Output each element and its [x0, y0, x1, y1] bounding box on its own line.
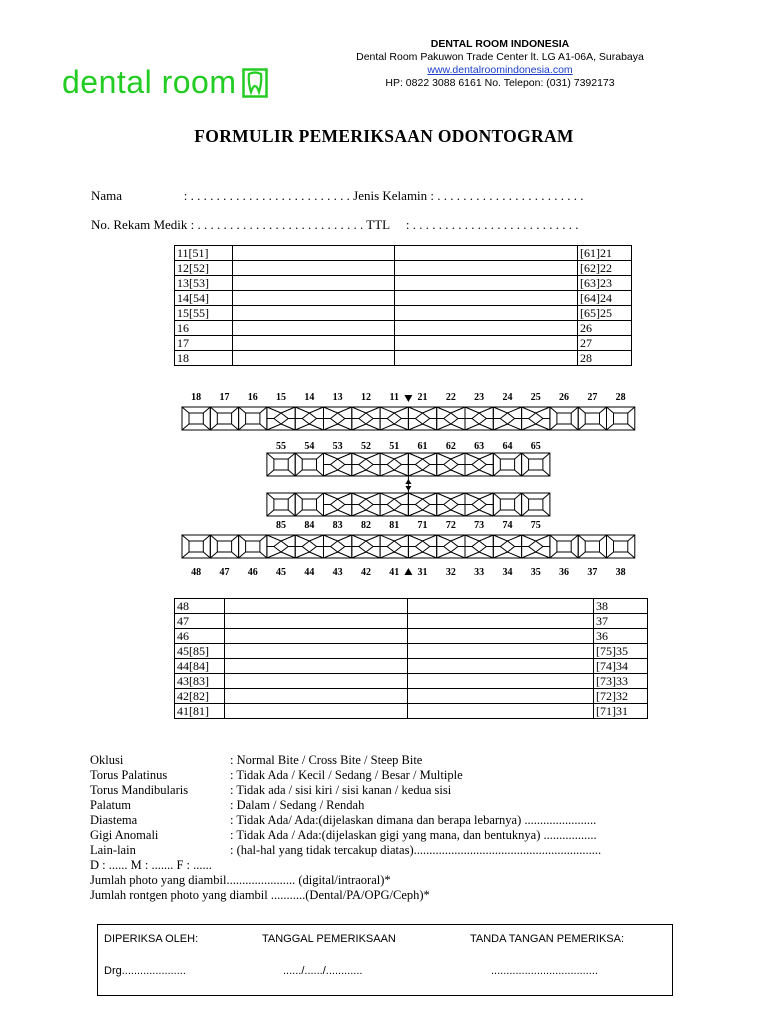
tooth-number-cell: [65]25 [578, 306, 632, 321]
examiner-heading: DIPERIKSA OLEH: [104, 933, 199, 945]
tooth-number-cell: 41[81] [175, 704, 225, 719]
tooth-diagram[interactable] [182, 535, 210, 558]
clinic-header [320, 38, 680, 90]
table-row [175, 644, 648, 659]
clinic-logo [62, 64, 268, 101]
tooth-note-cell[interactable] [394, 351, 578, 366]
exam-item[interactable] [90, 753, 601, 768]
tooth-note-cell[interactable] [224, 599, 408, 614]
tooth-diagram[interactable] [352, 535, 380, 558]
tooth-number-label: 38 [615, 567, 626, 578]
tooth-number-label: 51 [389, 441, 400, 452]
tooth-diagram[interactable] [295, 407, 323, 430]
tooth-number-label: 23 [474, 392, 485, 403]
exam-options: : Dalam / Sedang / Rendah [230, 798, 365, 812]
tooth-note-cell[interactable] [232, 291, 394, 306]
exam-item[interactable] [90, 843, 601, 858]
exam-options: : Tidak Ada / Kecil / Sedang / Besar / Multiple [230, 768, 463, 782]
patient-name-line[interactable]: Nama : . . . . . . . . . . . . . . . . . . . . . . . . . Jenis Kelamin : . . . . . . . . . . . . . . . . . . . . . . . [91, 188, 584, 203]
tooth-number-cell: 17 [175, 336, 233, 351]
tooth-diagram[interactable] [352, 493, 380, 516]
tooth-number-label: 48 [191, 567, 202, 578]
tooth-number-label: 44 [304, 567, 315, 578]
exam-label: Diastema [90, 813, 138, 827]
tooth-number-label: 65 [530, 441, 541, 452]
tooth-number-cell: 43[83] [175, 674, 225, 689]
tooth-number-label: 74 [502, 520, 513, 531]
tooth-number-cell: 38 [594, 599, 648, 614]
tooth-number-label: 28 [615, 392, 626, 403]
tooth-number-cell: [72]32 [594, 689, 648, 704]
tooth-note-cell[interactable] [232, 261, 394, 276]
tooth-number-label: 71 [417, 520, 428, 531]
tooth-number-label: 63 [474, 441, 485, 452]
signature-field[interactable]: ................................... [491, 965, 598, 977]
clinic-name: DENTAL ROOM INDONESIA [430, 38, 570, 50]
tooth-diagram[interactable] [380, 407, 408, 430]
table-row [175, 659, 648, 674]
tooth-diagram[interactable] [437, 535, 465, 558]
tooth-number-label: 26 [559, 392, 570, 403]
tooth-diagram[interactable] [352, 407, 380, 430]
tooth-note-cell[interactable] [394, 246, 578, 261]
odontogram-chart [170, 385, 640, 580]
exam-item[interactable] [90, 828, 601, 843]
lower-teeth-table [174, 598, 648, 719]
tooth-note-cell[interactable] [232, 246, 394, 261]
tooth-diagram[interactable] [437, 493, 465, 516]
tooth-number-label: 54 [304, 441, 315, 452]
exam-date-field[interactable]: ....../....../............ [283, 965, 363, 977]
tooth-number-label: 21 [417, 392, 428, 403]
tooth-diagram[interactable] [607, 407, 635, 430]
tooth-diagram[interactable] [408, 493, 436, 516]
tooth-diagram[interactable] [493, 407, 521, 430]
tooth-note-cell[interactable] [408, 629, 594, 644]
tooth-number-label: 64 [502, 441, 513, 452]
tooth-diagram[interactable] [408, 407, 436, 430]
exam-item[interactable] [90, 798, 601, 813]
midline-down-small-arrow [405, 486, 411, 491]
tooth-number-label: 12 [360, 392, 371, 403]
tooth-note-cell[interactable] [232, 351, 394, 366]
tooth-number-label: 36 [559, 567, 570, 578]
tooth-note-cell[interactable] [224, 659, 408, 674]
tooth-number-label: 24 [502, 392, 513, 403]
tooth-note-cell[interactable] [224, 644, 408, 659]
clinic-contact: HP: 0822 3088 6161 No. Telepon: (031) 7392173 [385, 77, 615, 89]
table-row [175, 261, 632, 276]
tooth-diagram[interactable] [493, 535, 521, 558]
tooth-number-label: 13 [332, 392, 343, 403]
tooth-note-cell[interactable] [408, 689, 594, 704]
exam-list [90, 753, 601, 858]
tooth-number-label: 75 [530, 520, 541, 531]
tooth-note-cell[interactable] [408, 704, 594, 719]
table-row [175, 351, 632, 366]
tooth-number-cell: 27 [578, 336, 632, 351]
tooth-number-label: 62 [445, 441, 456, 452]
tooth-number-label: 34 [502, 567, 513, 578]
tooth-diagram[interactable] [408, 453, 436, 476]
exam-label: Gigi Anomali [90, 828, 159, 842]
tooth-number-label: 11 [389, 392, 399, 403]
tooth-diagram[interactable] [210, 407, 238, 430]
tooth-number-cell: 47 [175, 614, 225, 629]
tooth-number-cell: 44[84] [175, 659, 225, 674]
tooth-note-cell[interactable] [408, 644, 594, 659]
table-row [175, 614, 648, 629]
tooth-number-cell: [61]21 [578, 246, 632, 261]
tooth-number-label: 41 [389, 567, 400, 578]
tooth-number-cell: [71]31 [594, 704, 648, 719]
tooth-diagram[interactable] [324, 493, 352, 516]
tooth-diagram[interactable] [522, 535, 550, 558]
tooth-number-label: 14 [304, 392, 315, 403]
tooth-number-label: 33 [474, 567, 485, 578]
tooth-diagram[interactable] [578, 535, 606, 558]
tooth-number-label: 18 [191, 392, 202, 403]
exam-options: : Normal Bite / Cross Bite / Steep Bite [230, 753, 423, 767]
tooth-diagram[interactable] [295, 453, 323, 476]
tooth-number-label: 82 [360, 520, 371, 531]
tooth-diagram[interactable] [550, 535, 578, 558]
tooth-note-cell[interactable] [408, 659, 594, 674]
tooth-diagram[interactable] [352, 453, 380, 476]
tooth-diagram[interactable] [267, 535, 295, 558]
tooth-note-cell[interactable] [232, 336, 394, 351]
table-row [175, 246, 632, 261]
exam-options: : Tidak Ada / Ada:(dijelaskan gigi yang mana, dan bentuknya) ................. [230, 828, 597, 842]
tooth-note-cell[interactable] [408, 599, 594, 614]
tooth-diagram[interactable] [239, 407, 267, 430]
tooth-note-cell[interactable] [394, 336, 578, 351]
clinic-address: Dental Room Pakuwon Trade Center lt. LG A1-06A, Surabaya [356, 51, 644, 63]
exam-label: Oklusi [90, 753, 124, 767]
tooth-note-cell[interactable] [224, 614, 408, 629]
tooth-number-cell: [62]22 [578, 261, 632, 276]
tooth-number-label: 43 [332, 567, 343, 578]
tooth-diagram[interactable] [267, 453, 295, 476]
tooth-diagram[interactable] [522, 453, 550, 476]
exam-options: : (hal-hal yang tidak tercakup diatas)............................................................ [230, 843, 602, 857]
tooth-note-cell[interactable] [224, 629, 408, 644]
tooth-diagram[interactable] [465, 407, 493, 430]
tooth-number-label: 45 [276, 567, 287, 578]
tooth-diagram[interactable] [578, 407, 606, 430]
tooth-number-cell: 28 [578, 351, 632, 366]
tooth-number-cell: 36 [594, 629, 648, 644]
extra-line[interactable]: Jumlah rontgen photo yang diambil ...........(Dental/PA/OPG/Ceph)* [90, 888, 430, 902]
tooth-logo-icon [242, 68, 268, 98]
tooth-diagram[interactable] [324, 535, 352, 558]
midline-down-arrow [404, 395, 412, 402]
tooth-note-cell[interactable] [232, 306, 394, 321]
tooth-number-label: 55 [276, 441, 287, 452]
tooth-number-cell: [63]23 [578, 276, 632, 291]
exam-label: Torus Mandibularis [90, 783, 189, 797]
extra-line[interactable]: D : ...... M : ....... F : ...... [90, 858, 212, 872]
tooth-number-cell: 16 [175, 321, 233, 336]
table-row [175, 321, 632, 336]
tooth-number-label: 17 [219, 392, 230, 403]
tooth-note-cell[interactable] [394, 276, 578, 291]
tooth-number-label: 32 [445, 567, 456, 578]
tooth-diagram[interactable] [239, 535, 267, 558]
tooth-number-cell: [75]35 [594, 644, 648, 659]
signature-heading: TANDA TANGAN PEMERIKSA: [470, 933, 625, 945]
tooth-number-cell: 11[51] [175, 246, 233, 261]
extra-line[interactable]: Jumlah photo yang diambil...................... (digital/intraoral)* [90, 873, 391, 887]
exam-item[interactable] [90, 813, 601, 828]
form-title: FORMULIR PEMERIKSAAN ODONTOGRAM [194, 126, 574, 146]
tooth-note-cell[interactable] [394, 321, 578, 336]
tooth-diagram[interactable] [493, 493, 521, 516]
tooth-diagram[interactable] [522, 407, 550, 430]
tooth-number-label: 42 [360, 567, 371, 578]
tooth-diagram[interactable] [267, 493, 295, 516]
tooth-number-cell: 14[54] [175, 291, 233, 306]
tooth-number-label: 31 [417, 567, 428, 578]
tooth-diagram[interactable] [380, 453, 408, 476]
table-row [175, 599, 648, 614]
tooth-diagram[interactable] [380, 493, 408, 516]
tooth-note-cell[interactable] [224, 674, 408, 689]
table-row [175, 629, 648, 644]
signature-box [97, 924, 673, 996]
exam-date-heading: TANGGAL PEMERIKSAAN [262, 933, 396, 945]
clinic-website-link[interactable]: www.dentalroomindonesia.com [427, 64, 573, 76]
tooth-number-label: 61 [417, 441, 428, 452]
tooth-number-cell: 13[53] [175, 276, 233, 291]
tooth-number-label: 85 [276, 520, 287, 531]
tooth-diagram[interactable] [295, 535, 323, 558]
tooth-number-cell: 18 [175, 351, 233, 366]
table-row [175, 674, 648, 689]
midline-up-small-arrow [405, 479, 411, 484]
tooth-diagram[interactable] [380, 535, 408, 558]
tooth-number-label: 53 [332, 441, 343, 452]
midline-up-arrow [404, 568, 412, 575]
tooth-number-cell: 37 [594, 614, 648, 629]
exam-label: Torus Palatinus [90, 768, 168, 782]
tooth-number-label: 15 [276, 392, 287, 403]
tooth-diagram[interactable] [493, 453, 521, 476]
table-row [175, 306, 632, 321]
tooth-note-cell[interactable] [394, 306, 578, 321]
exam-label: Lain-lain [90, 843, 136, 857]
tooth-diagram[interactable] [437, 453, 465, 476]
tooth-number-label: 73 [474, 520, 485, 531]
tooth-number-cell: 26 [578, 321, 632, 336]
tooth-note-cell[interactable] [224, 704, 408, 719]
tooth-diagram[interactable] [324, 407, 352, 430]
tooth-number-cell: [74]34 [594, 659, 648, 674]
tooth-diagram[interactable] [550, 407, 578, 430]
exam-item[interactable] [90, 783, 601, 798]
tooth-note-cell[interactable] [408, 614, 594, 629]
tooth-diagram[interactable] [522, 493, 550, 516]
examiner-field[interactable]: Drg..................... [104, 965, 186, 977]
tooth-diagram[interactable] [182, 407, 210, 430]
table-row [175, 689, 648, 704]
tooth-diagram[interactable] [324, 453, 352, 476]
tooth-number-label: 72 [445, 520, 456, 531]
logo-text: dental room [62, 64, 237, 100]
tooth-number-label: 25 [530, 392, 541, 403]
tooth-note-cell[interactable] [394, 291, 578, 306]
tooth-number-label: 22 [445, 392, 456, 403]
exam-options: : Tidak Ada/ Ada:(dijelaskan dimana dan berapa lebarnya) ....................... [230, 813, 597, 827]
exam-item[interactable] [90, 768, 601, 783]
exam-label: Palatum [90, 798, 131, 812]
medical-record-line[interactable]: No. Rekam Medik : . . . . . . . . . . . . . . . . . . . . . . . . . . TTL : . . . . . . . . . . . . . . . . . . . . . . . . . . [91, 217, 579, 232]
extra-lines [90, 858, 430, 903]
tooth-diagram[interactable] [465, 493, 493, 516]
exam-options: : Tidak ada / sisi kiri / sisi kanan / kedua sisi [230, 783, 452, 797]
tooth-number-label: 16 [247, 392, 258, 403]
tooth-number-label: 52 [360, 441, 371, 452]
tooth-number-cell: 46 [175, 629, 225, 644]
tooth-number-cell: 42[82] [175, 689, 225, 704]
tooth-number-label: 83 [332, 520, 343, 531]
tooth-diagram[interactable] [408, 535, 436, 558]
tooth-number-cell: [73]33 [594, 674, 648, 689]
table-row [175, 336, 632, 351]
tooth-number-label: 46 [247, 567, 258, 578]
tooth-number-cell: 45[85] [175, 644, 225, 659]
table-row [175, 276, 632, 291]
tooth-diagram[interactable] [607, 535, 635, 558]
tooth-number-label: 81 [389, 520, 400, 531]
tooth-number-label: 47 [219, 567, 230, 578]
tooth-number-cell: [64]24 [578, 291, 632, 306]
tooth-note-cell[interactable] [394, 261, 578, 276]
upper-teeth-table [174, 245, 632, 366]
tooth-diagram[interactable] [210, 535, 238, 558]
tooth-number-cell: 15[55] [175, 306, 233, 321]
tooth-number-cell: 12[52] [175, 261, 233, 276]
tooth-number-label: 84 [304, 520, 315, 531]
tooth-note-cell[interactable] [408, 674, 594, 689]
tooth-diagram[interactable] [295, 493, 323, 516]
tooth-number-label: 27 [587, 392, 598, 403]
table-row [175, 704, 648, 719]
tooth-diagram[interactable] [437, 407, 465, 430]
tooth-diagram[interactable] [267, 407, 295, 430]
tooth-note-cell[interactable] [224, 689, 408, 704]
tooth-number-label: 35 [530, 567, 541, 578]
tooth-number-cell: 48 [175, 599, 225, 614]
tooth-diagram[interactable] [465, 535, 493, 558]
tooth-note-cell[interactable] [232, 276, 394, 291]
table-row [175, 291, 632, 306]
tooth-diagram[interactable] [465, 453, 493, 476]
tooth-note-cell[interactable] [232, 321, 394, 336]
tooth-number-label: 37 [587, 567, 598, 578]
